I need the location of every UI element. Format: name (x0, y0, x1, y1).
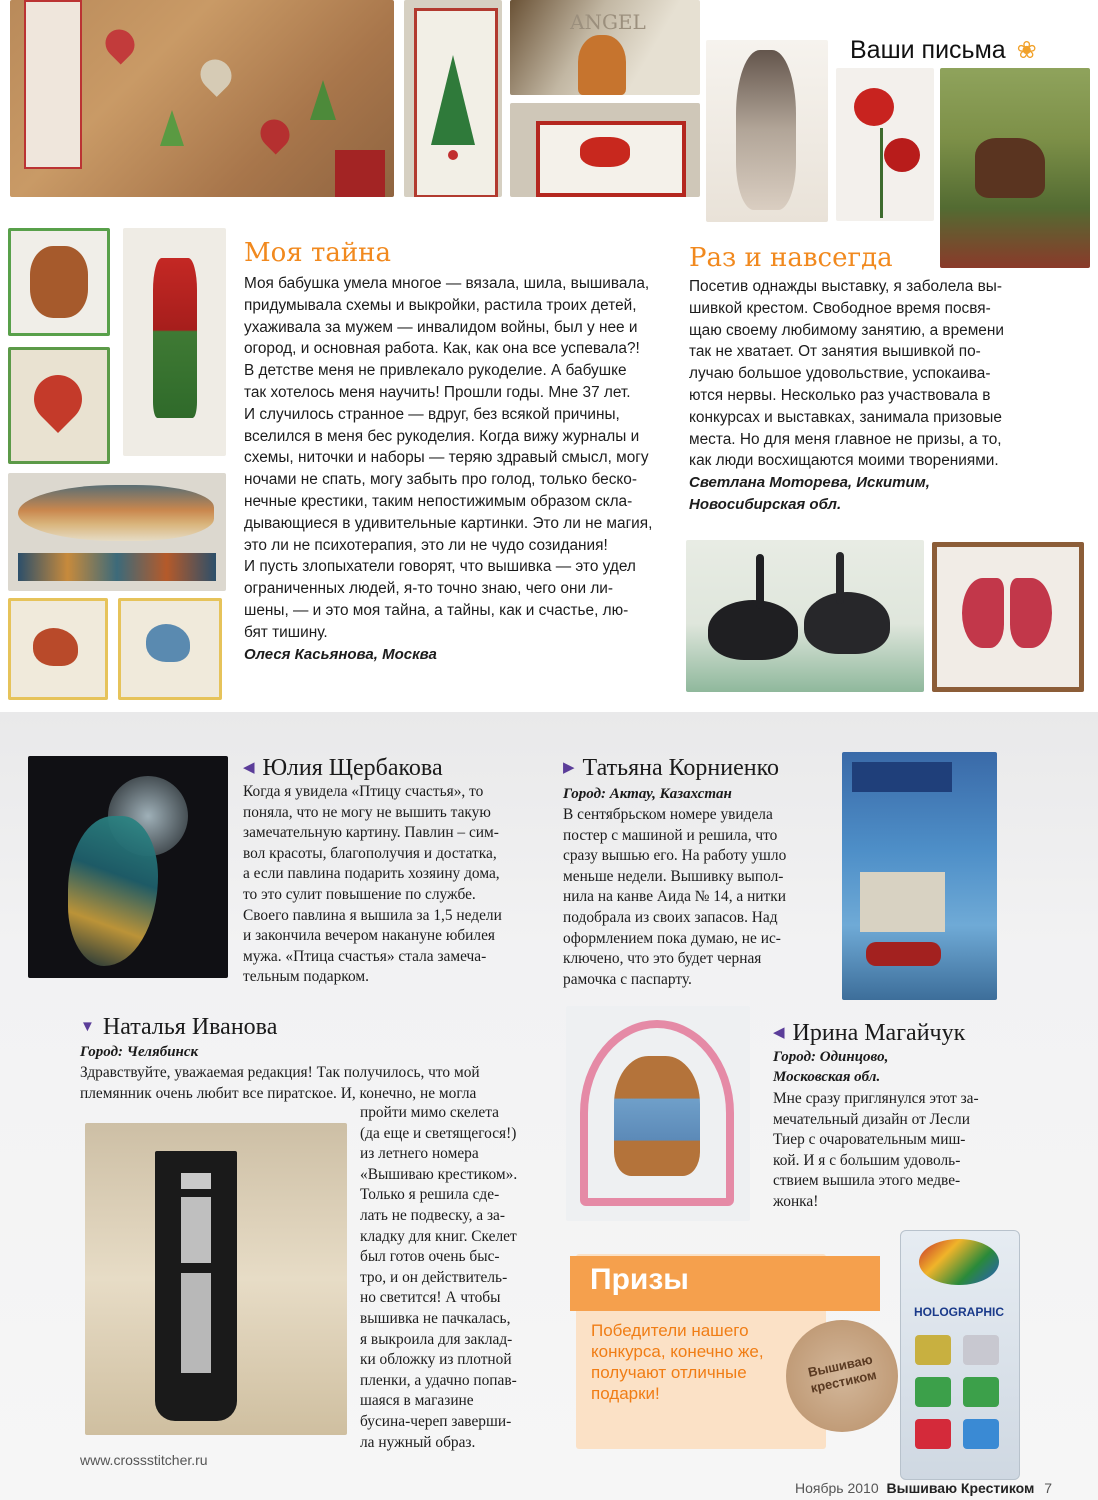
text-line: схемы, ниточки и наборы — теряю здравый смысл, могу (244, 449, 649, 467)
text-line: нила на канве Аида № 14, а нитки (563, 888, 786, 906)
text-line: Мне сразу приглянулся этот за- (773, 1090, 979, 1107)
text-line: ки обложку из плотной (360, 1351, 512, 1369)
text-line: кой. И я с большим удоволь- (773, 1151, 961, 1169)
story-text-tatyana (563, 805, 833, 990)
photo-poppies (836, 68, 934, 221)
text-line: конкурсах и выставках, занимала призовые (689, 408, 1002, 426)
photo-santa-frame (510, 103, 700, 197)
footer-url[interactable]: www.crossstitcher.ru (80, 1452, 208, 1468)
text-line: сразу вышью его. На работу ушло (563, 847, 787, 865)
prize-badge-logo: Вышиваю крестиком (786, 1320, 898, 1432)
text-line: поняла, что не могу не вышить такую (243, 803, 491, 821)
text-line: вселился в меня бес рукоделия. Когда вижу журналы и (244, 427, 640, 445)
footer-issue: Ноябрь 2010 Вышиваю Крестиком 7 (795, 1480, 1053, 1496)
text-line: рамочка с паспарту. (563, 970, 692, 988)
text-line: так не хватает. От занятия вышивкой по- (689, 343, 981, 361)
triangle-left-icon: ◀ (243, 760, 255, 776)
text-line: замечательную картину. Павлин – сим- (243, 824, 499, 842)
text-line: подобрала из своих запасов. Над (563, 908, 778, 926)
text-line: мечательный дизайн от Лесли (773, 1110, 970, 1128)
prizes-text: Победители нашего конкурса, конечно же, получают отличные подарки! (591, 1321, 764, 1403)
text-line: Своего павлина я вышила за 1,5 недели (243, 906, 502, 924)
triangle-right-icon: ▶ (563, 760, 575, 776)
text-line: придумывала схемы и выкройки, растила троих детей, (244, 296, 637, 314)
story-text-once-and-forever (689, 276, 1069, 516)
text-line: это ли не психотерапия, это ли не чудо созидания! (244, 536, 608, 554)
text-line: И случилось странное — вдруг, без всякой причины, (244, 405, 620, 423)
text-line: племянник очень любит все пиратское. И, конечно, не могла (80, 1084, 477, 1102)
text-line: бусина-череп заверши- (360, 1412, 512, 1430)
text-line: Посетив однажды выставку, я заболела вы- (689, 278, 1002, 295)
prize-thread-pack: HOLOGRAPHIC (900, 1230, 1020, 1480)
text-line: но светится! А чтобы (360, 1289, 501, 1307)
text-line: Здравствуйте, уважаемая редакция! Так получилось, что мой (80, 1064, 480, 1081)
author-city-natalya: Город: Челябинск (80, 1044, 199, 1060)
text-line: щаю своему любимому занятию, а времени (689, 321, 1004, 339)
text-line: И пусть злопыхатели говорят, что вышивка — это удел (244, 558, 636, 576)
text-line: пленки, а удачно попав- (360, 1371, 517, 1389)
photo-black-swans (686, 540, 924, 692)
text-line: кладку для книг. Скелет (360, 1227, 517, 1245)
photo-heart-pillow (8, 347, 110, 464)
text-line: В детстве меня не привлекало рукоделие. А бабушке (244, 362, 627, 380)
photo-fish (8, 473, 226, 591)
text-line: вол красоты, благополучия и достатка, (243, 844, 497, 862)
text-line: ются нервы. Несколько раз участвовала в (689, 386, 991, 404)
photo-christmas-tree (404, 0, 502, 197)
text-line: мужа. «Птица счастья» стала замеча- (243, 947, 487, 965)
author-city-irina: Город: Одинцово, Московская обл. (773, 1049, 889, 1085)
text-line: а если павлина подарить хозяину дома, (243, 865, 500, 883)
story-signature-region: Новосибирская обл. (689, 495, 842, 513)
text-line: дывающиеся в удивительные картинки. Это ли не магия, (244, 514, 653, 532)
photo-teddy-bear-frame (566, 1006, 750, 1221)
photo-teddy-bear-small (8, 228, 110, 336)
story-signature: Светлана Моторева, Искитим, (689, 474, 930, 492)
text-line: нечные крестики, таким непостижимым образом скла- (244, 492, 633, 510)
text-line: тро, и он действитель- (360, 1268, 508, 1286)
photo-skeleton-bookmark (85, 1123, 347, 1435)
story-text-yulia (243, 782, 553, 988)
footer-page-number: 7 (1044, 1480, 1053, 1496)
text-line: тельным подарком. (243, 968, 369, 986)
text-line: «Вышиваю крестиком». (360, 1165, 518, 1183)
photo-peacock (28, 756, 228, 978)
photo-horses (940, 68, 1090, 268)
text-line: был готов очень быс- (360, 1248, 500, 1266)
story-text-irina (773, 1089, 1053, 1213)
triangle-left-icon: ◀ (773, 1025, 785, 1041)
photo-magazine-poster (842, 752, 997, 1000)
flower-icon: ❀ (1016, 37, 1037, 64)
story-title-once-and-forever: Раз и навсегда (689, 243, 893, 273)
footer-magazine: Вышиваю Крестиком (886, 1480, 1035, 1496)
text-line: меньше недели. Вышивку выпол- (563, 867, 784, 885)
text-line: я выкроила для заклад- (360, 1330, 513, 1348)
author-city-tatyana: Город: Актау, Казахстан (563, 786, 732, 802)
photo-angel: ANGEL (510, 0, 700, 95)
text-line: оформлением пока думаю, не ис- (563, 929, 781, 947)
text-line: пройти мимо скелета (360, 1104, 499, 1121)
triangle-down-icon: ▼ (80, 1019, 95, 1035)
text-line: ключено, что это будет черная (563, 950, 762, 968)
story-title-my-secret: Моя тайна (244, 238, 391, 268)
text-line: места. Но для меня главное не призы, а то, (689, 430, 1002, 448)
text-line: В сентябрьском номере увидела (563, 806, 773, 823)
text-line: ствием вышила этого медве- (773, 1172, 961, 1190)
text-line: шивкой крестом. Свободное время посвя- (689, 299, 991, 317)
photo-woman-portrait (706, 40, 828, 222)
text-line: то это сулит повышение по службе. (243, 885, 476, 903)
text-line: Когда я увидела «Птицу счастья», то (243, 783, 484, 800)
text-line: постер с машиной и решила, что (563, 826, 778, 844)
author-name-yulia: ◀ Юлия Щербакова (243, 755, 443, 781)
story-text-my-secret (244, 273, 684, 665)
text-line: так хотелось меня научить! Прошли годы. Мне 37 лет. (244, 383, 631, 401)
text-line: бят тишину. (244, 623, 328, 641)
text-line: ла нужный образ. (360, 1433, 476, 1451)
text-line: Тиер с очаровательным миш- (773, 1131, 966, 1149)
text-line: Только я решила сде- (360, 1186, 500, 1204)
text-line: шены, — и это моя тайна, а тайны, как и счастье, лю- (244, 601, 629, 619)
text-line: ночами не спать, могу забыть про голод, только беско- (244, 471, 637, 489)
story-text-natalya-body (360, 1103, 560, 1453)
text-line: жонка! (773, 1192, 819, 1210)
text-line: и закончила вечером накануне юбилея (243, 927, 495, 945)
photo-butterfly (932, 542, 1084, 692)
text-line: лучаю большое удовольствие, успокаива- (689, 365, 991, 383)
photo-bird-titmouse (118, 598, 222, 700)
text-line: Моя бабушка умела многое — вязала, шила, вышивала, (244, 275, 650, 292)
text-line: ухаживала за мужем — инвалидом войны, был у нее и (244, 318, 638, 336)
text-line: вышивка не пачкалась, (360, 1309, 511, 1327)
text-line: из летнего номера (360, 1145, 479, 1163)
author-name-tatyana: ▶ Татьяна Корниенко (563, 755, 780, 781)
story-signature: Олеся Касьянова, Москва (244, 645, 437, 663)
story-text-natalya-intro (80, 1063, 550, 1104)
text-line: ограниченных людей, я-то точно знаю, чего они ли- (244, 580, 614, 598)
photo-bird-robin (8, 598, 108, 700)
text-line: шаяся в магазине (360, 1392, 474, 1410)
text-line: как люди восхищаются моими творениями. (689, 452, 999, 470)
author-name-irina: ◀ Ирина Магайчук (773, 1020, 966, 1046)
text-line: (да еще и светящегося!) (360, 1124, 517, 1142)
photo-girl-in-coat (123, 228, 226, 456)
text-line: лать не подвеску, а за- (360, 1206, 505, 1224)
prizes-title: Призы (590, 1263, 689, 1296)
text-line: огород, и основная работа. Как, как она все успевала?! (244, 340, 640, 358)
photo-hearts-ornaments (10, 0, 394, 197)
section-label: Ваши письма ❀ (850, 36, 1037, 64)
author-name-natalya: ▼ Наталья Иванова (80, 1014, 278, 1040)
